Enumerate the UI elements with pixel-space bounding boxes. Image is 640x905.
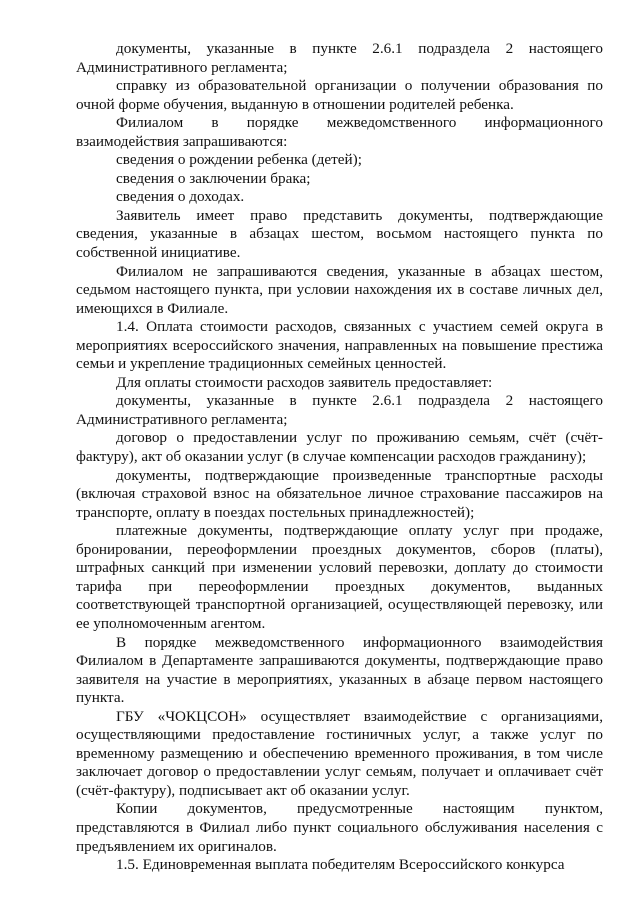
paragraph-8: Филиалом не запрашиваются сведения, указанные в абзацах шестом, седьмом настоящего пункта, при условии нахождения их в составе личных дел, имеющихся в Филиале. [76, 262, 603, 317]
paragraph-15: В порядке межведомственного информационного взаимодействия Филиалом в Департаменте запрашиваются документы, подтверждающие право заявителя на участие в мероприятиях, указанных в абзаце первом настоящего пункта. [76, 633, 603, 707]
paragraph-11: документы, указанные в пункте 2.6.1 подраздела 2 настоящего Административного регламента; [76, 392, 603, 428]
paragraph-10: Для оплаты стоимости расходов заявитель предоставляет: [116, 373, 493, 391]
paragraph-12: договор о предоставлении услуг по проживанию семьям, счёт (счёт-фактуру), акт об оказании услуг (в случае компенсации расходов гражданину); [76, 429, 603, 466]
paragraph-3: Филиалом в порядке межведомственного информационного взаимодействия запрашиваются: [76, 114, 603, 150]
paragraph-16: ГБУ «ЧОКЦСОН» осуществляет взаимодействие с организациями, осуществляющими предоставление гостиничных услуг, а также услуг по временному размещению и обеспечению временного проживания, в том числе заключает договор о предоставлении услуг семьям, получает и оплачивает счёт (счёт-фактуру), подписывает акт об оказании услуг. [76, 707, 603, 799]
paragraph-2: справку из образовательной организации о получении образования по очной форме обучения, выданную в отношении родителей ребенка. [76, 77, 603, 113]
paragraph-1: документы, указанные в пункте 2.6.1 подраздела 2 настоящего Административного регламента; [76, 40, 603, 76]
paragraph-18: 1.5. Единовременная выплата победителям Всероссийского конкурса [116, 856, 565, 874]
paragraph-7: Заявитель имеет право представить документы, подтверждающие сведения, указанные в абзацах шестом, восьмом настоящего пункта по собственной инициативе. [76, 206, 603, 262]
document-page [76, 0, 603, 905]
paragraph-4: сведения о рождении ребенка (детей); [116, 151, 362, 169]
paragraph-13: документы, подтверждающие произведенные транспортные расходы (включая страховой взнос на обязательное личное страхование пассажиров на транспорте, оплату в поездах постельных принадлежностей); [76, 466, 603, 521]
paragraph-9: 1.4. Оплата стоимости расходов, связанных с участием семей округа в мероприятиях всероссийского значения, направленных на повышение престижа семьи и укрепление традиционных семейных ценностей. [76, 318, 603, 373]
paragraph-14: платежные документы, подтверждающие оплату услуг при продаже, бронировании, переоформлении проездных документов, сборов (платы), штрафных санкций при изменении условий перевозки, доплату до стоимости тарифа при переоформлении проездных документов, выданных соответствующей транспортной организацией, осуществляющей перевозку, или ее уполномоченным агентом. [76, 522, 603, 632]
paragraph-6: сведения о доходах. [116, 188, 245, 206]
paragraph-17: Копии документов, предусмотренные настоящим пунктом, представляются в Филиал либо пункт социального обслуживания населения с предъявлением их оригиналов. [76, 800, 603, 855]
paragraph-5: сведения о заключении брака; [116, 169, 311, 187]
